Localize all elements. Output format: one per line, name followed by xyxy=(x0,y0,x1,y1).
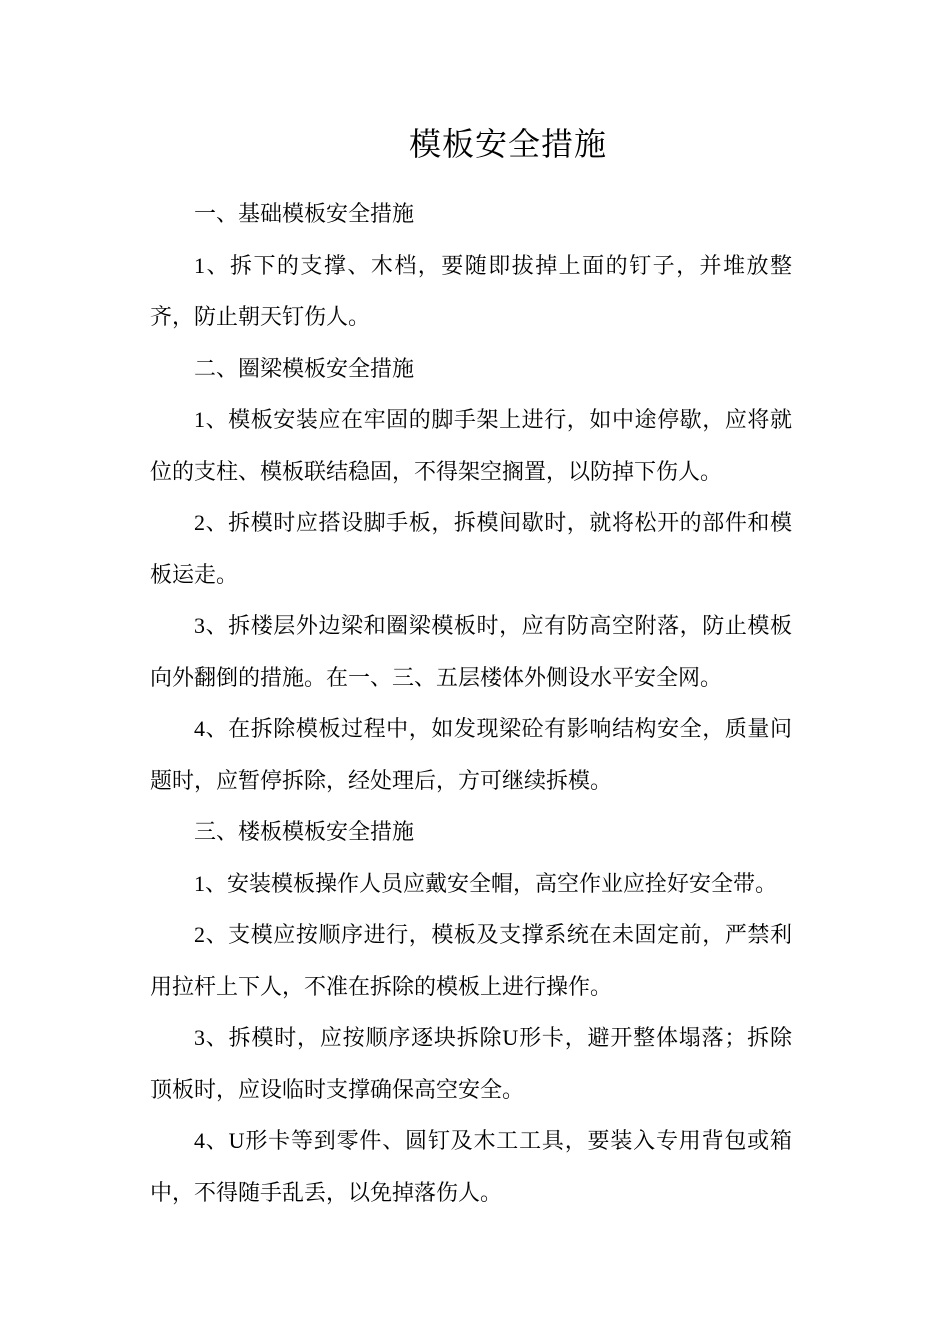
paragraph: 1、安装模板操作人员应戴安全帽，高空作业应拴好安全带。 xyxy=(194,870,778,896)
paragraph: 1、模板安装应在牢固的脚手架上进行，如中途停歇，应将就位的支柱、模板联结稳固，不得架空搁置，以防掉下伤人。 xyxy=(150,407,792,484)
document-body xyxy=(150,188,792,1218)
paragraph: 2、拆模时应搭设脚手板，拆模间歇时，就将松开的部件和模板运走。 xyxy=(150,510,792,587)
paragraph: 4、U形卡等到零件、圆钉及木工工具，要装入专用背包或箱中，不得随手乱丢，以免掉落伤人。 xyxy=(150,1128,792,1205)
document-title: 模板安全措施 xyxy=(408,126,607,162)
paragraph: 4、在拆除模板过程中，如发现梁砼有影响结构安全，质量问题时，应暂停拆除，经处理后，方可继续拆模。 xyxy=(150,716,792,793)
section-heading-floor-slab: 三、楼板模板安全措施 xyxy=(194,819,415,844)
paragraph: 2、支模应按顺序进行，模板及支撑系统在未固定前，严禁利用拉杆上下人，不准在拆除的模板上进行操作。 xyxy=(150,922,792,999)
paragraph: 3、拆模时，应按顺序逐块拆除U形卡，避开整体塌落；拆除顶板时，应设临时支撑确保高空安全。 xyxy=(150,1025,792,1102)
section-heading-ring-beam: 二、圈梁模板安全措施 xyxy=(194,355,415,381)
section-heading-foundation: 一、基础模板安全措施 xyxy=(194,201,415,226)
paragraph: 1、拆下的支撑、木档，要随即拔掉上面的钉子，并堆放整齐，防止朝天钉伤人。 xyxy=(150,252,792,329)
paragraph: 3、拆楼层外边梁和圈梁模板时，应有防高空附落，防止模板向外翻倒的措施。在一、三、五层楼体外侧设水平安全网。 xyxy=(150,613,792,690)
